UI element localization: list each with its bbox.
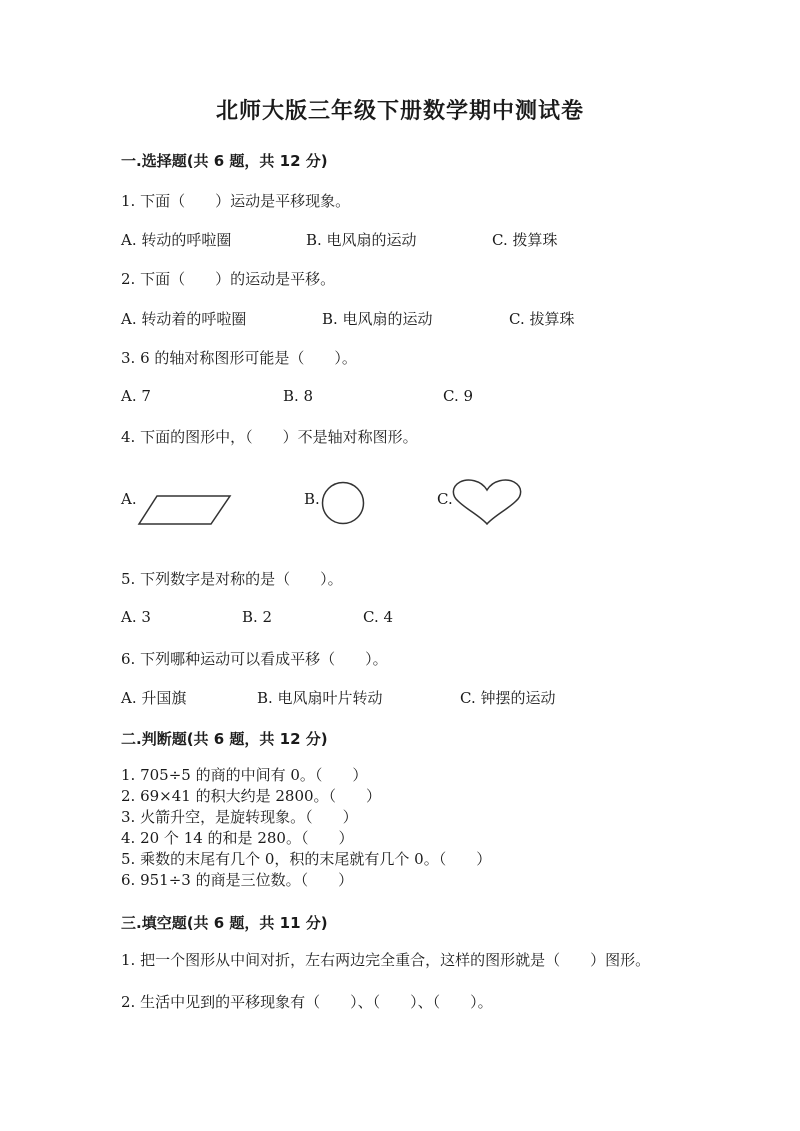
question-2-stem: 2. 下面（ ）的运动是平移。 bbox=[121, 270, 336, 288]
section-heading-fill-blank: 三.填空题(共 6 题，共 11 分) bbox=[121, 914, 328, 932]
question-3-option-b: B. 8 bbox=[283, 387, 314, 405]
section-heading-choice: 一.选择题(共 6 题，共 12 分) bbox=[121, 152, 328, 170]
judgment-item-2: 2. 69×41 的积大约是 2800。（ ） bbox=[121, 787, 382, 805]
question-5-option-c: C. 4 bbox=[363, 608, 394, 626]
question-6-option-a: A. 升国旗 bbox=[121, 689, 187, 707]
question-4-option-c: C. bbox=[437, 490, 453, 508]
question-5-option-a: A. 3 bbox=[121, 608, 151, 626]
fill-blank-item-1: 1. 把一个图形从中间对折，左右两边完全重合，这样的图形就是（ ）图形。 bbox=[121, 951, 651, 969]
question-1-option-c: C. 拨算珠 bbox=[492, 231, 558, 249]
question-6-stem: 6. 下列哪种运动可以看成平移（ ）。 bbox=[121, 650, 388, 668]
question-2-option-b: B. 电风扇的运动 bbox=[322, 310, 433, 328]
parallelogram-shape bbox=[138, 495, 232, 525]
question-3-stem: 3. 6 的轴对称图形可能是（ ）。 bbox=[121, 349, 357, 367]
judgment-item-4: 4. 20 个 14 的和是 280。（ ） bbox=[121, 829, 354, 847]
fill-blank-item-2: 2. 生活中见到的平移现象有（ ）、（ ）、（ ）。 bbox=[121, 993, 493, 1011]
question-1-stem: 1. 下面（ ）运动是平移现象。 bbox=[121, 192, 351, 210]
question-5-stem: 5. 下列数字是对称的是（ ）。 bbox=[121, 570, 343, 588]
circle-shape bbox=[321, 481, 365, 525]
question-6-option-b: B. 电风扇叶片转动 bbox=[257, 689, 383, 707]
heart-shape bbox=[452, 478, 522, 526]
section-heading-judgment: 二.判断题(共 6 题，共 12 分) bbox=[121, 730, 328, 748]
question-2-option-a: A. 转动着的呼啦圈 bbox=[121, 310, 247, 328]
question-4-stem: 4. 下面的图形中，（ ）不是轴对称图形。 bbox=[121, 428, 418, 446]
page-title: 北师大版三年级下册数学期中测试卷 bbox=[215, 98, 584, 124]
judgment-item-5: 5. 乘数的末尾有几个 0，积的末尾就有几个 0。（ ） bbox=[121, 850, 492, 868]
judgment-item-6: 6. 951÷3 的商是三位数。（ ） bbox=[121, 871, 354, 889]
judgment-item-1: 1. 705÷5 的商的中间有 0。（ ） bbox=[121, 766, 368, 784]
question-3-option-c: C. 9 bbox=[443, 387, 474, 405]
question-4-option-a: A. bbox=[121, 490, 137, 508]
question-6-option-c: C. 钟摆的运动 bbox=[460, 689, 556, 707]
judgment-item-3: 3. 火箭升空，是旋转现象。（ ） bbox=[121, 808, 358, 826]
question-4-option-b: B. bbox=[304, 490, 320, 508]
question-3-option-a: A. 7 bbox=[121, 387, 151, 405]
question-1-option-b: B. 电风扇的运动 bbox=[306, 231, 417, 249]
question-2-option-c: C. 拔算珠 bbox=[509, 310, 575, 328]
question-1-option-a: A. 转动的呼啦圈 bbox=[121, 231, 232, 249]
question-5-option-b: B. 2 bbox=[242, 608, 273, 626]
